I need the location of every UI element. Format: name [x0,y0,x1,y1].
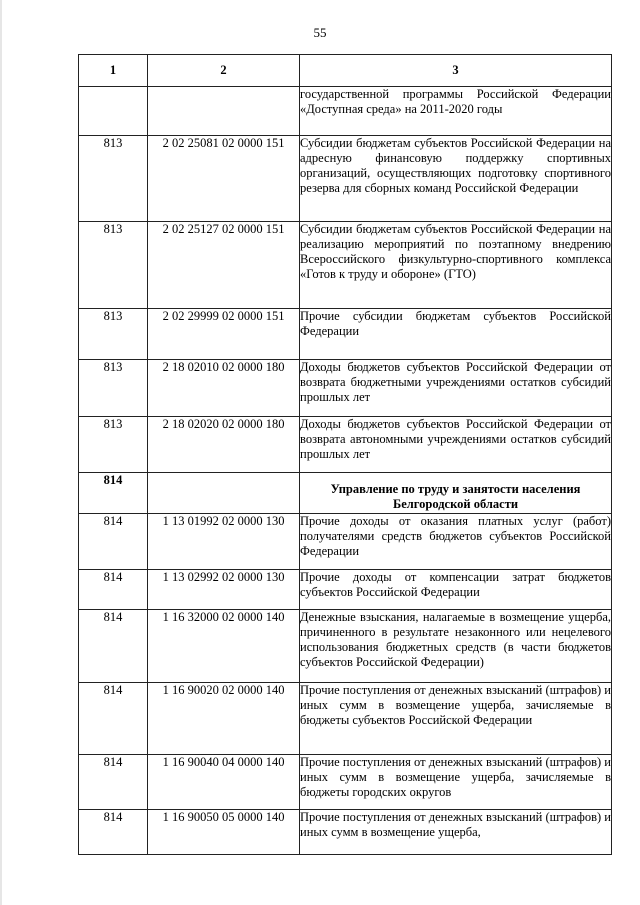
page-number: 55 [313,25,327,40]
admin-code-cell: 814 [79,810,148,855]
income-description-cell: Прочие доходы от компенсации затрат бюджетов субъектов Российской Федерации [300,570,612,610]
admin-code-cell: 813 [79,136,148,222]
table-row [79,136,612,222]
table-row [79,610,612,683]
income-description-cell: Управление по труду и занятости населения Белгородской области [300,473,612,514]
income-description-cell: Прочие поступления от денежных взысканий (штрафов) и иных сумм в возмещение ущерба, зачисляемые в бюджеты городских округов [300,755,612,810]
income-description-cell: Прочие поступления от денежных взысканий (штрафов) и иных сумм в возмещение ущерба, зачисляемые в бюджеты субъектов Российской Федерации [300,683,612,755]
column-header-1: 1 [79,55,148,87]
income-description-cell: Доходы бюджетов субъектов Российской Федерации от возврата бюджетными учреждениями остатков субсидий прошлых лет [300,360,612,417]
income-code-cell: 1 16 90040 04 0000 140 [148,755,300,810]
admin-code-cell: 814 [79,755,148,810]
admin-code-cell: 813 [79,417,148,473]
admin-code-cell: 814 [79,610,148,683]
income-description-cell: Прочие доходы от оказания платных услуг (работ) получателями средств бюджетов субъектов Российской Федерации [300,514,612,570]
income-code-cell: 1 16 90050 05 0000 140 [148,810,300,855]
income-code-cell [148,87,300,136]
table-row [79,360,612,417]
table-row [79,570,612,610]
table-row [79,87,612,136]
income-code-cell: 1 16 90020 02 0000 140 [148,683,300,755]
income-description-cell: Субсидии бюджетам субъектов Российской Федерации на адресную финансовую поддержку спортивных организаций, осуществляющих подготовку спортивного резерва для сборных команд Российской Федерации [300,136,612,222]
income-code-cell: 2 02 25081 02 0000 151 [148,136,300,222]
table-group-row [79,473,612,514]
table-row [79,222,612,309]
income-description-cell: Прочие поступления от денежных взысканий (штрафов) и иных сумм в возмещение ущерба, [300,810,612,855]
income-code-cell: 2 18 02010 02 0000 180 [148,360,300,417]
admin-code-cell: 814 [79,570,148,610]
income-description-cell: Доходы бюджетов субъектов Российской Федерации от возврата автономными учреждениями остатков субсидий прошлых лет [300,417,612,473]
table-row [79,683,612,755]
income-code-cell: 1 13 01992 02 0000 130 [148,514,300,570]
income-code-cell: 2 02 25127 02 0000 151 [148,222,300,309]
table-row [79,810,612,855]
table-header-row [79,55,612,87]
admin-code-cell: 813 [79,222,148,309]
income-description-cell: государственной программы Российской Федерации «Доступная среда» на 2011-2020 годы [300,87,612,136]
table-row [79,309,612,360]
income-description-cell: Прочие субсидии бюджетам субъектов Российской Федерации [300,309,612,360]
table-row [79,514,612,570]
admin-code-cell: 814 [79,683,148,755]
column-header-2: 2 [148,55,300,87]
income-code-cell: 2 02 29999 02 0000 151 [148,309,300,360]
income-description-cell: Субсидии бюджетам субъектов Российской Федерации на реализацию мероприятий по поэтапному внедрению Всероссийского физкультурно-спортивного комплекса «Готов к труду и обороне» (ГТО) [300,222,612,309]
admin-code-cell: 814 [79,473,148,514]
admin-code-cell [79,87,148,136]
table-row [79,755,612,810]
budget-classification-table [78,54,612,855]
column-header-3: 3 [300,55,612,87]
income-code-cell: 1 16 32000 02 0000 140 [148,610,300,683]
table-row [79,417,612,473]
admin-code-cell: 814 [79,514,148,570]
admin-code-cell: 813 [79,309,148,360]
income-code-cell [148,473,300,514]
income-code-cell: 1 13 02992 02 0000 130 [148,570,300,610]
scan-edge [0,0,2,905]
income-code-cell: 2 18 02020 02 0000 180 [148,417,300,473]
admin-code-cell: 813 [79,360,148,417]
income-description-cell: Денежные взыскания, налагаемые в возмещение ущерба, причиненного в результате незаконного или нецелевого использования бюджетных средств (в части бюджетов субъектов Российской Федерации) [300,610,612,683]
